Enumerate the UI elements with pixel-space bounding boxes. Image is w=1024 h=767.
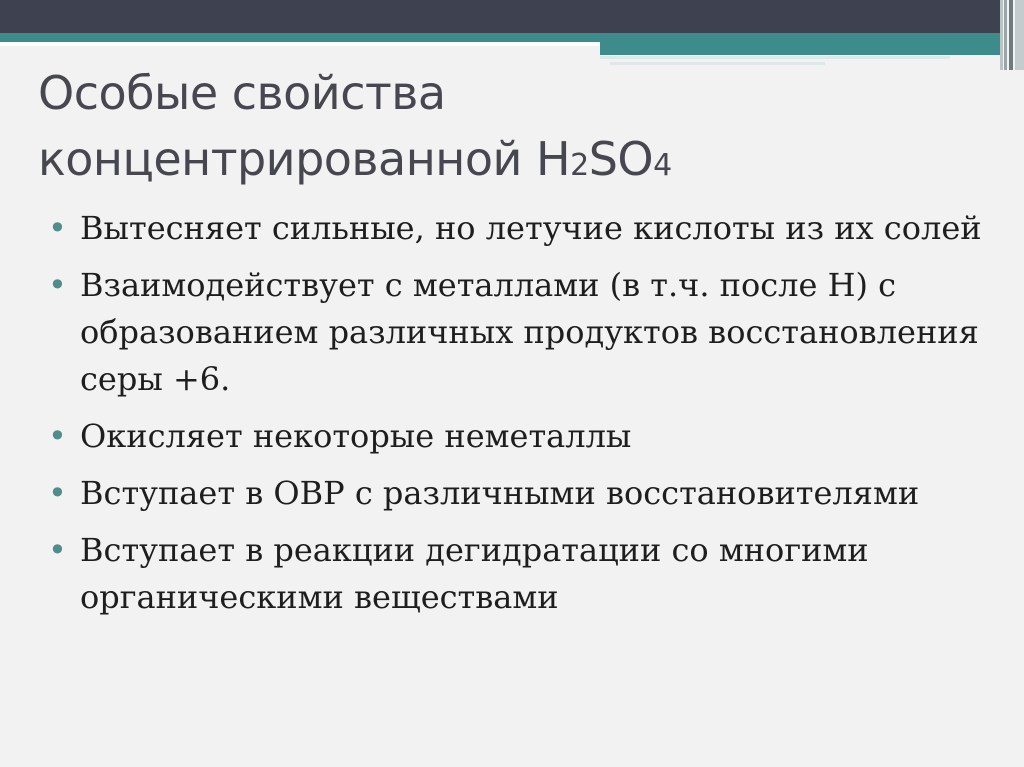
- bullet-text: Вступает в ОВР с различными восстановителями: [80, 474, 920, 512]
- bullet-text: Окисляет некоторые неметаллы: [80, 417, 632, 455]
- header-band-teal-right: [600, 42, 1000, 55]
- edge-stripe: [1009, 0, 1013, 70]
- bullet-item: [40, 527, 1000, 621]
- bullet-icon: •: [48, 266, 67, 304]
- title-subscript-2: 2: [570, 148, 589, 183]
- bullet-text: Вытесняет сильные, но летучие кислоты из их солей: [80, 209, 982, 247]
- bullet-text: Вступает в реакции дегидратации со многими органическими веществами: [80, 531, 869, 616]
- edge-stripe: [1004, 0, 1007, 70]
- header-band-highlight: [0, 42, 600, 46]
- bullet-item: [40, 470, 1000, 517]
- bullet-icon: •: [48, 474, 67, 512]
- edge-stripe: [1000, 0, 1003, 70]
- header-band-dark: [0, 0, 1000, 33]
- bullet-item: [40, 262, 1000, 403]
- bullet-icon: •: [48, 417, 67, 455]
- bullet-text: Взаимодействует с металлами (в т.ч. после Н) с образованием различных продуктов восстановления серы +6.: [80, 266, 979, 398]
- bullet-item: [40, 413, 1000, 460]
- bullet-icon: •: [48, 209, 67, 247]
- header-accent-line: [600, 56, 950, 59]
- edge-stripe: [1015, 0, 1024, 70]
- title-line-1: Особые свойства: [38, 66, 446, 120]
- bullet-icon: •: [48, 531, 67, 569]
- title-subscript-4: 4: [653, 148, 672, 183]
- header-band-teal: [0, 33, 1000, 42]
- title-formula-so: SO: [588, 132, 654, 186]
- slide-title: [38, 60, 938, 199]
- bullet-item: [40, 205, 1000, 252]
- title-line-2: концентрированной Н: [38, 132, 571, 186]
- bullet-list: [40, 205, 1000, 631]
